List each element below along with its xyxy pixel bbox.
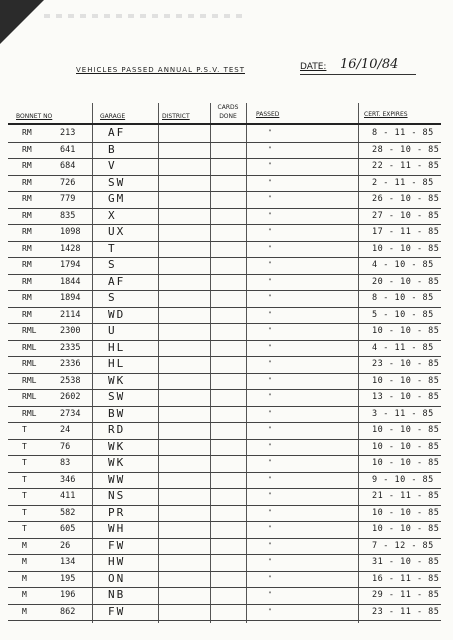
row-rule	[8, 406, 441, 407]
table-row	[8, 571, 441, 588]
header-cert-expires: CERT. EXPIRES	[364, 111, 408, 118]
row-rule	[8, 521, 441, 522]
cert-expiry: 2 - 11 - 85	[372, 177, 434, 188]
header-cards-done	[212, 103, 244, 123]
passed-mark: "	[268, 558, 272, 565]
cert-expiry: 4 - 11 - 85	[372, 342, 434, 353]
bonnet-number: 2538	[60, 375, 81, 386]
passed-mark: "	[268, 145, 272, 153]
bonnet-prefix: RML	[22, 359, 37, 368]
cert-expiry: 16 - 11 - 85	[372, 573, 440, 584]
bonnet-number: 346	[60, 474, 76, 485]
row-rule	[8, 538, 441, 539]
row-rule	[8, 587, 441, 588]
garage-code: SW	[108, 175, 126, 189]
bonnet-prefix: M	[22, 540, 27, 550]
garage-code: S	[108, 291, 117, 304]
cert-expiry: 23 - 11 - 85	[372, 606, 440, 617]
garage-code: WK	[108, 439, 126, 453]
bonnet-prefix: RM	[22, 293, 32, 302]
bonnet-prefix: T	[22, 524, 27, 533]
bonnet-prefix: RM	[22, 309, 32, 319]
passed-mark: "	[268, 376, 272, 384]
table-row	[8, 554, 441, 571]
passed-mark: "	[268, 426, 272, 433]
bonnet-number: 411	[60, 491, 76, 501]
bonnet-prefix: RM	[22, 144, 32, 154]
scan-smudge	[44, 14, 244, 18]
passed-mark: "	[268, 228, 272, 235]
bonnet-number: 1844	[60, 276, 81, 287]
row-rule	[8, 175, 441, 176]
table-row	[8, 422, 441, 439]
passed-mark: "	[268, 525, 272, 532]
row-rule	[8, 422, 441, 423]
garage-code: WH	[108, 522, 126, 535]
garage-code: B	[108, 142, 117, 156]
bonnet-prefix: RML	[22, 342, 37, 352]
row-rule	[8, 208, 441, 209]
document-title: VEHICLES PASSED ANNUAL P.S.V. TEST	[76, 66, 245, 74]
bonnet-number: 2300	[60, 326, 81, 336]
bonnet-number: 1098	[60, 227, 81, 237]
table-row	[8, 208, 441, 225]
bonnet-prefix: RM	[22, 210, 32, 220]
row-rule	[8, 505, 441, 506]
table-row	[8, 175, 441, 192]
bonnet-prefix: T	[22, 474, 27, 484]
bonnet-prefix: RM	[22, 243, 32, 253]
bonnet-number: 26	[60, 540, 71, 551]
table-row	[8, 406, 441, 423]
bonnet-number: 1428	[60, 243, 81, 254]
cert-expiry: 26 - 10 - 85	[372, 194, 440, 204]
garage-code: AF	[108, 274, 126, 288]
passed-mark: "	[268, 343, 272, 351]
garage-code: UX	[108, 225, 126, 238]
garage-code: HL	[108, 357, 126, 370]
table-row	[8, 538, 441, 555]
bonnet-number: 779	[60, 194, 76, 204]
passed-mark: "	[268, 261, 272, 268]
bonnet-prefix: M	[22, 573, 27, 583]
passed-mark: "	[268, 277, 272, 285]
table-row	[8, 505, 441, 522]
bonnet-prefix: T	[22, 458, 27, 467]
header-district: DISTRICT	[162, 113, 190, 120]
table-row	[8, 488, 441, 505]
bonnet-number: 835	[60, 210, 76, 221]
bonnet-prefix: RM	[22, 260, 32, 269]
passed-mark: "	[268, 459, 272, 466]
passed-mark: "	[268, 244, 272, 252]
garage-code: FW	[108, 538, 126, 552]
table-row	[8, 472, 441, 489]
cert-expiry: 7 - 12 - 85	[372, 540, 434, 551]
bonnet-number: 1794	[60, 260, 81, 270]
row-rule	[8, 290, 441, 291]
passed-mark: "	[268, 541, 272, 549]
row-rule	[8, 488, 441, 489]
passed-mark: "	[268, 360, 272, 367]
table-row	[8, 257, 441, 274]
bonnet-prefix: RML	[22, 326, 37, 335]
row-rule	[8, 472, 441, 473]
bonnet-number: 605	[60, 524, 76, 534]
row-rule	[8, 356, 441, 357]
cert-expiry: 10 - 10 - 85	[372, 441, 440, 452]
bonnet-number: 24	[60, 425, 71, 435]
garage-code: WK	[108, 456, 126, 469]
garage-code: S	[108, 258, 117, 271]
bonnet-prefix: T	[22, 491, 27, 500]
garage-code: PR	[108, 505, 126, 519]
table-row	[8, 191, 441, 208]
row-rule	[8, 158, 441, 159]
bonnet-number: 195	[60, 573, 76, 584]
passed-mark: "	[268, 195, 272, 202]
header-bonnet-no: BONNET NO	[16, 113, 53, 120]
bonnet-prefix: RML	[22, 392, 37, 401]
row-rule	[8, 389, 441, 390]
bonnet-prefix: RM	[22, 177, 32, 187]
date-value: 16/10/84	[340, 57, 399, 72]
garage-code: WK	[108, 373, 126, 387]
bonnet-prefix: M	[22, 590, 27, 599]
date-underline	[300, 74, 416, 75]
bonnet-prefix: RM	[22, 161, 32, 170]
table-row	[8, 241, 441, 258]
bonnet-prefix: T	[22, 441, 27, 451]
passed-mark: "	[268, 294, 272, 301]
passed-mark: "	[268, 310, 272, 318]
garage-code: RD	[108, 423, 126, 436]
garage-code: FW	[108, 604, 126, 618]
garage-code: HW	[108, 555, 126, 568]
bonnet-number: 83	[60, 458, 71, 468]
bonnet-prefix: RM	[22, 227, 32, 236]
garage-code: ON	[108, 571, 126, 585]
bonnet-number: 2734	[60, 408, 81, 419]
passed-mark: "	[268, 508, 272, 516]
header-cards-line1: CARDS	[217, 104, 239, 111]
table-row	[8, 274, 441, 291]
bonnet-prefix: M	[22, 606, 27, 616]
table-row	[8, 142, 441, 159]
row-rule	[8, 224, 441, 225]
cert-expiry: 10 - 10 - 85	[372, 507, 440, 518]
vehicles-table	[8, 103, 441, 623]
header-cards-line2: DONE	[219, 113, 237, 120]
passed-mark: "	[268, 475, 272, 483]
cert-expiry: 10 - 10 - 85	[372, 326, 440, 336]
cert-expiry: 13 - 10 - 85	[372, 392, 440, 402]
bonnet-prefix: M	[22, 557, 27, 566]
passed-mark: "	[268, 442, 272, 450]
garage-code: V	[108, 159, 117, 172]
date-label: DATE:	[300, 62, 327, 72]
table-row	[8, 356, 441, 373]
row-rule	[8, 307, 441, 308]
passed-mark: "	[268, 178, 272, 186]
row-rule	[8, 340, 441, 341]
table-row	[8, 224, 441, 241]
cert-expiry: 27 - 10 - 85	[372, 210, 440, 221]
table-row	[8, 290, 441, 307]
cert-expiry: 31 - 10 - 85	[372, 557, 440, 567]
header-rule	[8, 123, 441, 125]
row-rule	[8, 373, 441, 374]
row-rule	[8, 142, 441, 143]
cert-expiry: 29 - 11 - 85	[372, 590, 440, 600]
passed-mark: "	[268, 409, 272, 417]
bonnet-prefix: RM	[22, 194, 32, 203]
garage-code: WD	[108, 307, 126, 321]
cert-expiry: 8 - 10 - 85	[372, 293, 434, 303]
row-rule	[8, 455, 441, 456]
garage-code: BW	[108, 406, 126, 420]
passed-mark: "	[268, 162, 272, 169]
row-rule	[8, 620, 441, 621]
row-rule	[8, 604, 441, 605]
bonnet-number: 862	[60, 606, 76, 617]
bonnet-number: 2336	[60, 359, 81, 369]
table-row	[8, 373, 441, 390]
row-rule	[8, 274, 441, 275]
row-rule	[8, 554, 441, 555]
row-rule	[8, 257, 441, 258]
header-passed: PASSED	[256, 111, 280, 118]
bonnet-prefix: RML	[22, 408, 37, 418]
cert-expiry: 10 - 10 - 85	[372, 458, 440, 468]
cert-expiry: 21 - 11 - 85	[372, 491, 440, 501]
table-row	[8, 340, 441, 357]
cert-expiry: 3 - 11 - 85	[372, 408, 434, 419]
table-row	[8, 604, 441, 621]
table-row	[8, 323, 441, 340]
garage-code: X	[108, 208, 117, 222]
cert-expiry: 17 - 11 - 85	[372, 227, 440, 237]
bonnet-number: 2602	[60, 392, 81, 402]
garage-code: U	[108, 324, 117, 337]
passed-mark: "	[268, 129, 272, 136]
row-rule	[8, 571, 441, 572]
passed-mark: "	[268, 607, 272, 615]
garage-code: WW	[108, 472, 126, 486]
table-row	[8, 521, 441, 538]
bonnet-prefix: T	[22, 507, 27, 517]
cert-expiry: 4 - 10 - 85	[372, 260, 434, 270]
cert-expiry: 23 - 10 - 85	[372, 359, 440, 369]
table-row	[8, 125, 441, 142]
bonnet-prefix: RM	[22, 128, 32, 137]
cert-expiry: 22 - 11 - 85	[372, 161, 440, 171]
garage-code: T	[108, 241, 117, 255]
bonnet-number: 684	[60, 161, 76, 171]
bonnet-number: 726	[60, 177, 76, 188]
bonnet-number: 1894	[60, 293, 81, 303]
table-row	[8, 389, 441, 406]
bonnet-prefix: RML	[22, 375, 37, 385]
row-rule	[8, 323, 441, 324]
garage-code: SW	[108, 390, 126, 403]
row-rule	[8, 439, 441, 440]
table-row	[8, 307, 441, 324]
passed-mark: "	[268, 492, 272, 499]
header-garage: GARAGE	[100, 113, 126, 120]
cert-expiry: 5 - 10 - 85	[372, 309, 434, 320]
bonnet-number: 2335	[60, 342, 81, 353]
bonnet-number: 641	[60, 144, 76, 155]
table-row	[8, 455, 441, 472]
table-row	[8, 439, 441, 456]
bonnet-number: 582	[60, 507, 76, 518]
cert-expiry: 10 - 10 - 85	[372, 243, 440, 254]
cert-expiry: 9 - 10 - 85	[372, 474, 434, 485]
passed-mark: "	[268, 211, 272, 219]
cert-expiry: 10 - 10 - 85	[372, 375, 440, 386]
passed-mark: "	[268, 574, 272, 582]
table-row	[8, 587, 441, 604]
cert-expiry: 28 - 10 - 85	[372, 144, 440, 155]
bonnet-number: 2114	[60, 309, 81, 320]
folded-corner-shadow	[0, 0, 44, 44]
bonnet-number: 213	[60, 128, 76, 138]
passed-mark: "	[268, 591, 272, 598]
cert-expiry: 10 - 10 - 85	[372, 425, 440, 435]
table-row	[8, 158, 441, 175]
bonnet-prefix: RM	[22, 276, 32, 286]
garage-code: AF	[108, 126, 126, 139]
garage-code: NS	[108, 489, 126, 502]
bonnet-number: 196	[60, 590, 76, 600]
bonnet-prefix: T	[22, 425, 27, 434]
passed-mark: "	[268, 393, 272, 400]
cert-expiry: 20 - 10 - 85	[372, 276, 440, 287]
passed-mark: "	[268, 327, 272, 334]
garage-code: NB	[108, 588, 126, 601]
bonnet-number: 76	[60, 441, 71, 452]
garage-code: HL	[108, 340, 126, 354]
cert-expiry: 8 - 11 - 85	[372, 128, 434, 138]
row-rule	[8, 241, 441, 242]
bonnet-number: 134	[60, 557, 76, 567]
garage-code: GM	[108, 192, 126, 205]
row-rule	[8, 191, 441, 192]
cert-expiry: 10 - 10 - 85	[372, 524, 440, 534]
